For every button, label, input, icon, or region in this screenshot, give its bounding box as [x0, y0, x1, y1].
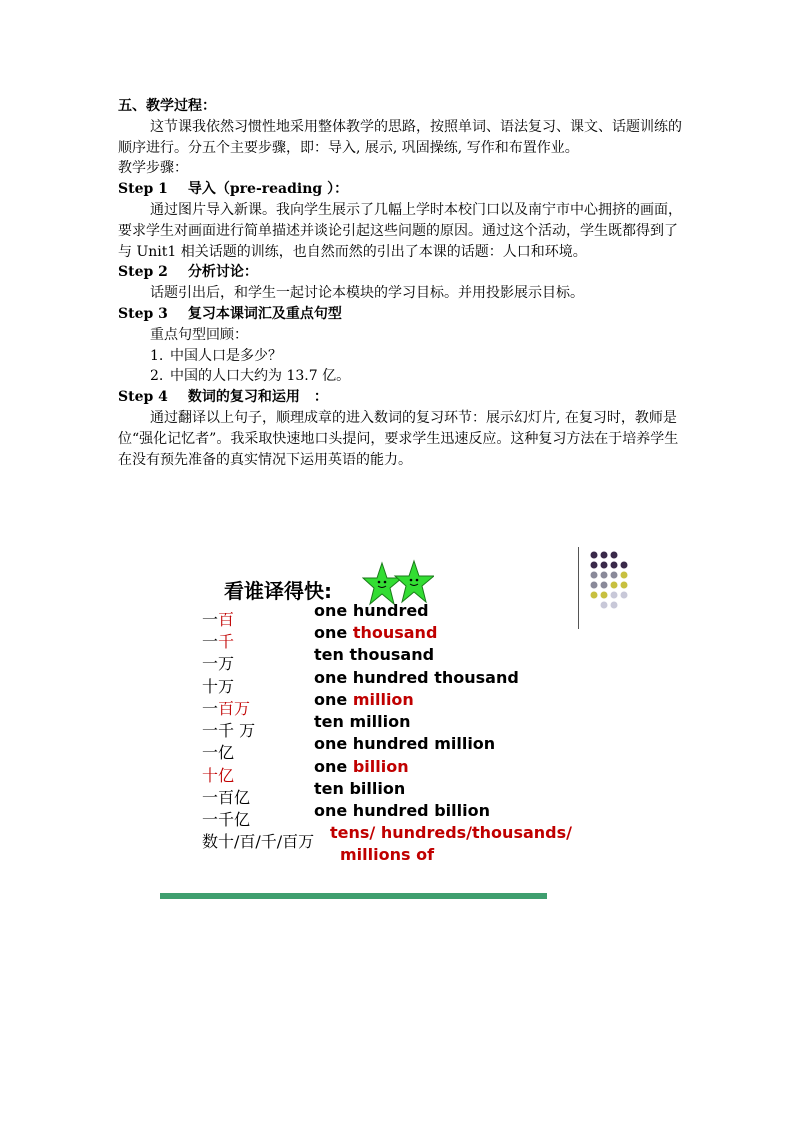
english-term: one billion [314, 757, 409, 776]
chinese-term: 一万 [202, 654, 235, 673]
list-text: 中国人口是多少？ [170, 347, 282, 364]
chinese-term: 一千 [202, 632, 235, 651]
step4-heading [118, 387, 683, 408]
chinese-term: 十万 [202, 677, 235, 696]
step2-title: 分析讨论： [187, 264, 258, 281]
step4-title: 数词的复习和运用 ： [187, 389, 328, 406]
step3-item-1 [118, 346, 683, 367]
list-number: 2. [150, 368, 164, 385]
chinese-term: 数十/百/千/百万 [202, 832, 315, 851]
step1-title: 导入（pre-reading ）： [187, 181, 349, 198]
green-divider-bar [160, 893, 547, 899]
divider-line [578, 547, 579, 629]
step3-item-2 [118, 366, 683, 387]
english-term: ten thousand [314, 645, 435, 664]
step1-heading [118, 179, 683, 200]
step3-title: 复习本课词汇及重点句型 [187, 305, 342, 322]
step3-heading [118, 304, 683, 325]
english-term-continued: millions of [340, 845, 435, 864]
step2-heading [118, 262, 683, 283]
english-term: ten billion [314, 779, 406, 798]
english-term: one thousand [314, 623, 438, 642]
section-title: 五、教学过程： [118, 98, 216, 114]
decorative-dots-icon [588, 549, 636, 613]
step3-sub: 重点句型回顾： [150, 326, 248, 343]
chinese-term: 十亿 [202, 766, 235, 785]
intro-paragraph: 这节课我依然习惯性地采用整体教学的思路，按照单词、语法复习、课文、话题训练的顺序进行。分五个主要步骤，即：导入, 展示, 巩固操练, 写作和布置作业。 [118, 118, 682, 156]
chinese-term: 一百亿 [202, 788, 251, 807]
step1-body: 通过图片导入新课。我向学生展示了几幅上学时本校门口以及南宁市中心拥挤的画面，要求学生对画面进行简单描述并谈论引起这些问题的原因。通过这个活动，学生既都得到了与 Unit1 相关话题的训练，也自然而然的引出了本课的话题：人口和环境。 [118, 201, 682, 260]
english-term: ten million [314, 712, 411, 731]
chinese-term: 一亿 [202, 743, 235, 762]
english-term: tens/ hundreds/thousands/ [330, 823, 572, 842]
step2-body: 话题引出后，和学生一起讨论本模块的学习目标。并用投影展示目标。 [150, 285, 584, 302]
english-term: one hundred billion [314, 801, 490, 820]
step2-label: Step 2 [118, 264, 168, 281]
smiley-stars-icon [362, 557, 434, 607]
list-text: 中国的人口大约为 13.7 亿。 [170, 368, 351, 385]
chinese-term: 一百万 [202, 699, 251, 718]
english-term: one hundred million [314, 734, 496, 753]
english-term: one million [314, 690, 414, 709]
document-body [118, 96, 683, 470]
slide-title: 看谁译得快: [224, 579, 332, 603]
slide-image [150, 545, 640, 905]
english-term: one hundred [314, 601, 429, 620]
chinese-term: 一千亿 [202, 810, 251, 829]
step1-label: Step 1 [118, 181, 168, 198]
list-number: 1. [150, 347, 164, 364]
step3-label: Step 3 [118, 305, 168, 322]
chinese-term: 一千 万 [202, 721, 256, 740]
steps-label: 教学步骤： [118, 160, 188, 177]
step4-label: Step 4 [118, 389, 168, 406]
chinese-term: 一百 [202, 610, 235, 629]
english-term: one hundred thousand [314, 668, 519, 687]
step4-body: 通过翻译以上句子，顺理成章的进入数词的复习环节：展示幻灯片, 在复习时，教师是位“强化记忆者”。我采取快速地口头提问，要求学生迅速反应。这种复习方法在于培养学生在没有预先准备的真实情况下运用英语的能力。 [118, 409, 679, 468]
